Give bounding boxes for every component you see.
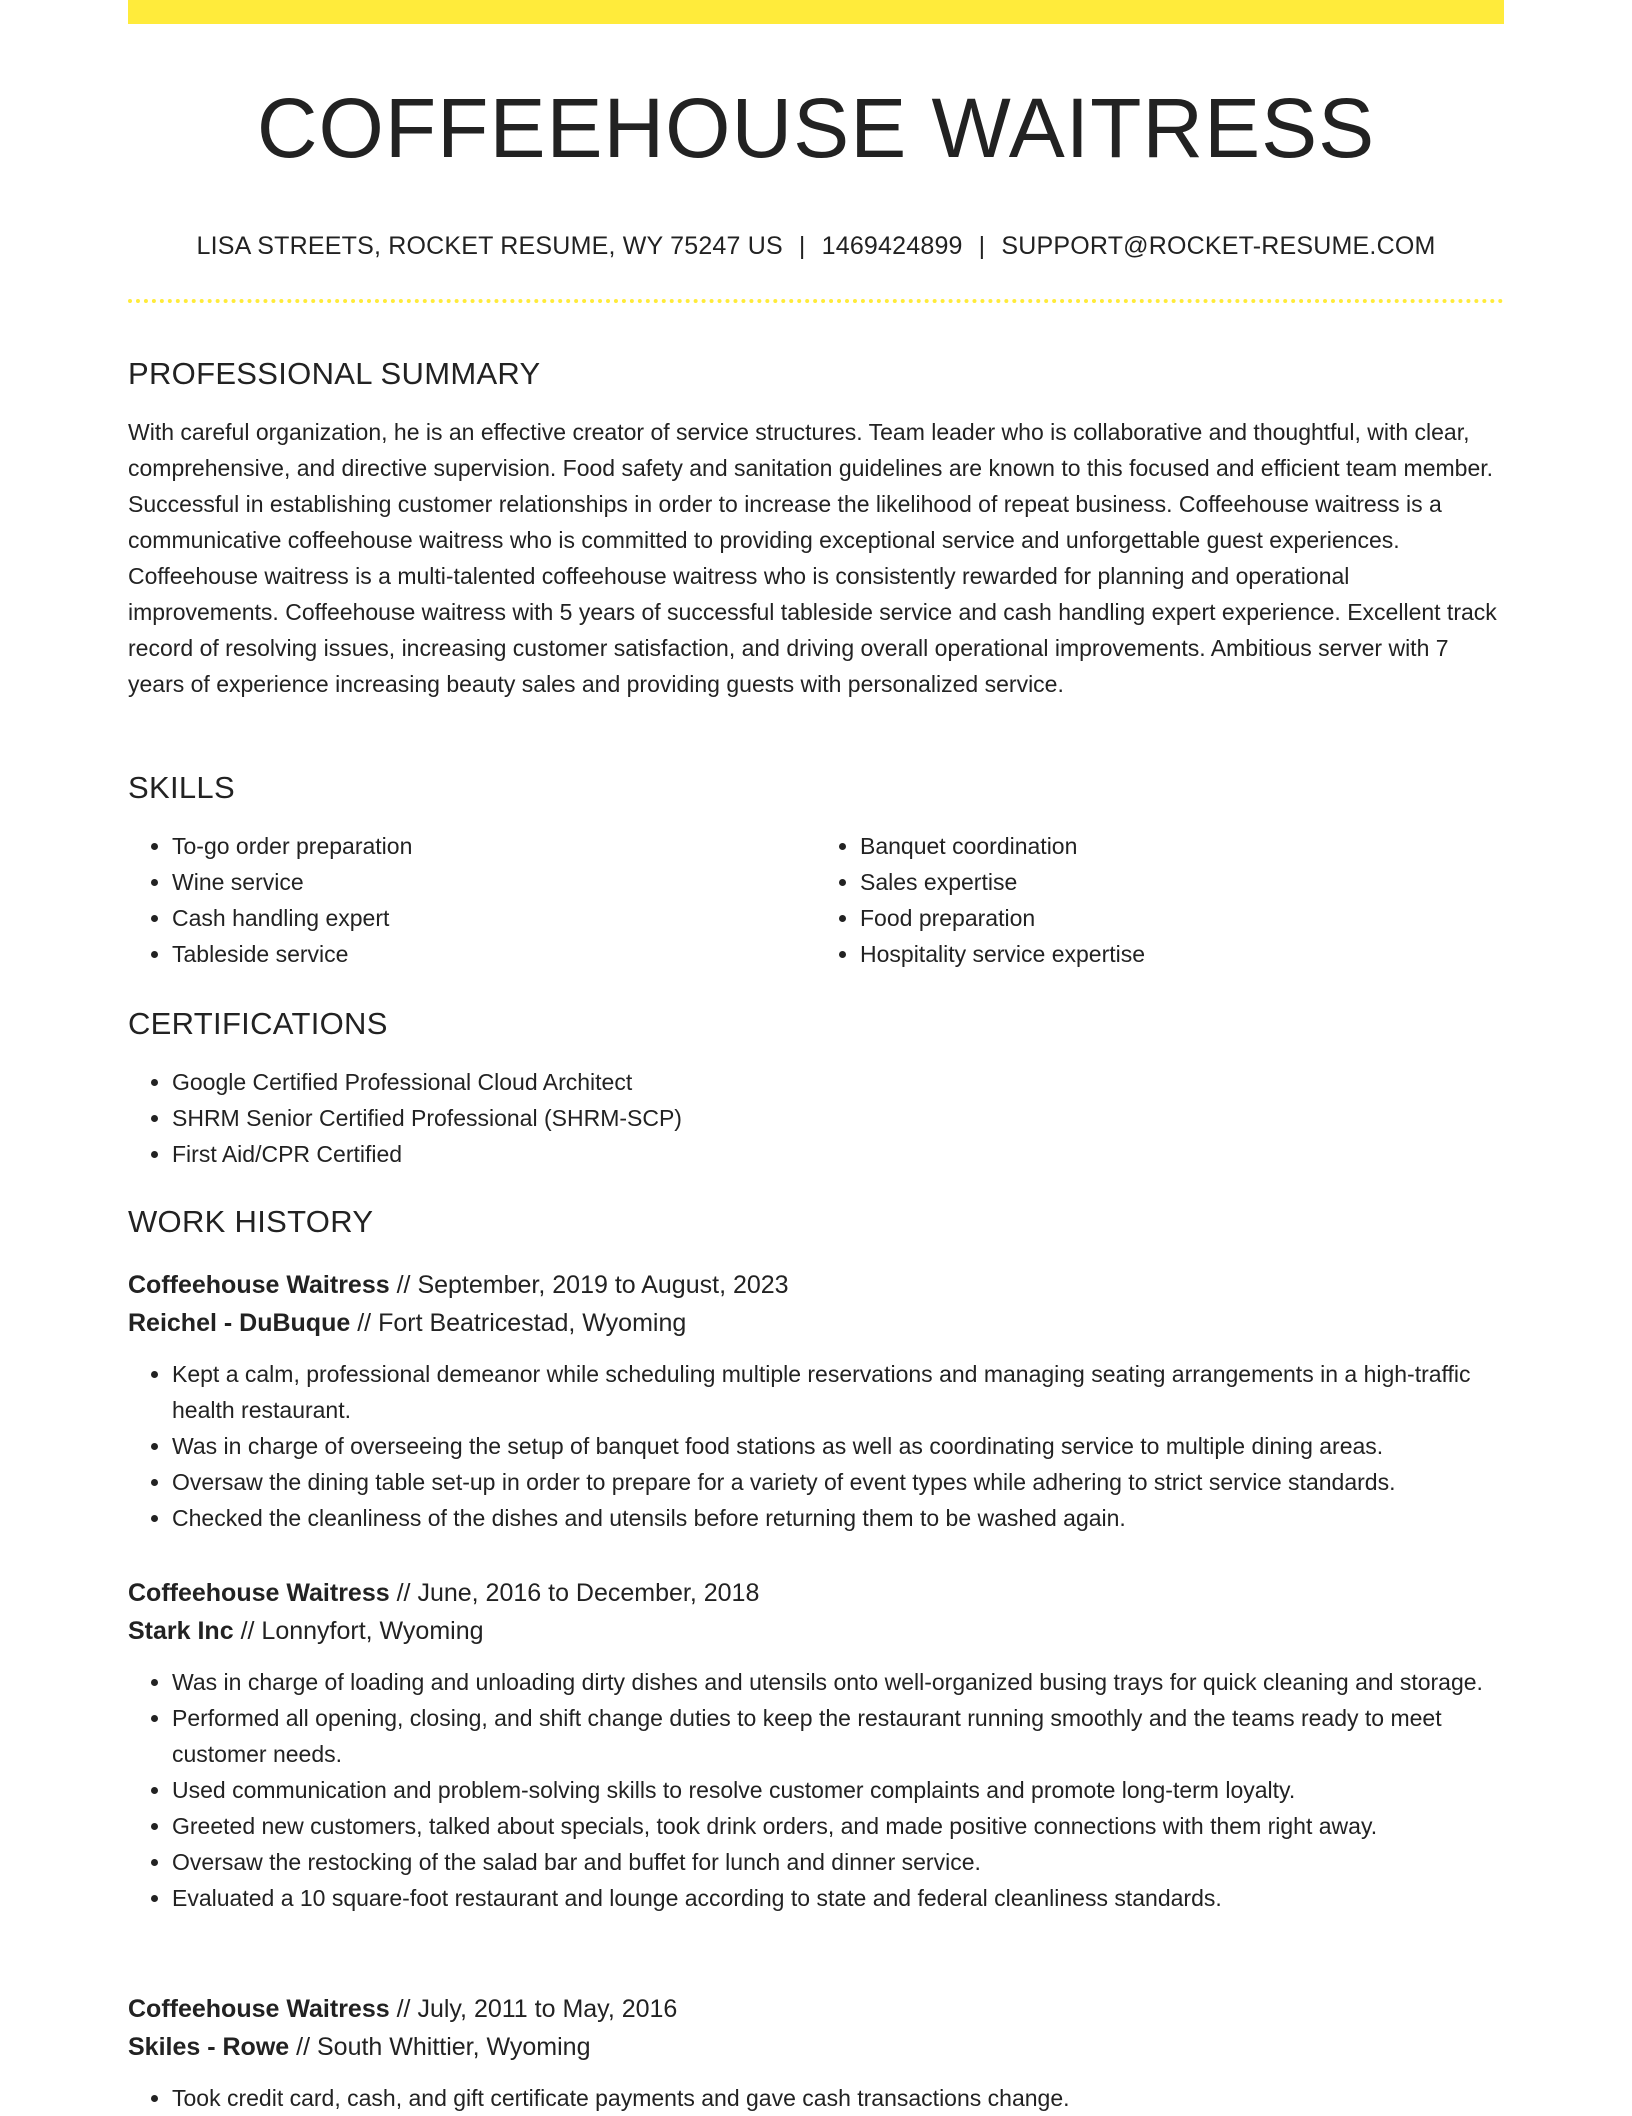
top-accent-bar bbox=[128, 0, 1504, 24]
list-item: • Checked the cleanliness of the dishes and utensils before returning them to be washed again. bbox=[172, 1500, 1504, 1536]
list-item: • Oversaw the restocking of the salad bar and buffet for lunch and dinner service. bbox=[172, 1844, 1504, 1880]
job-divider: // bbox=[296, 2033, 311, 2061]
list-item: • SHRM Senior Certified Professional (SHRM-SCP) bbox=[172, 1100, 1504, 1136]
job-bullets bbox=[128, 1664, 1504, 1916]
job-dates: September, 2019 to August, 2023 bbox=[417, 1271, 789, 1299]
job-dates: July, 2011 to May, 2016 bbox=[417, 1995, 678, 2023]
list-item: • Evaluated a 10 square-foot restaurant and lounge according to state and federal cleanliness standards. bbox=[172, 1880, 1504, 1916]
job-divider: // bbox=[396, 1271, 411, 1299]
skills-right-list bbox=[816, 828, 1504, 972]
job-bullets bbox=[128, 1356, 1504, 1536]
job-company: Stark Inc bbox=[128, 1617, 234, 1645]
contact-phone: 1469424899 bbox=[821, 232, 963, 260]
list-item: • Wine service bbox=[172, 864, 816, 900]
job-dates: June, 2016 to December, 2018 bbox=[417, 1579, 760, 1607]
summary-text: With careful organization, he is an effective creator of service structures. Team leader who is collaborative and thoughtful, with clear, comprehensive, and directive supervision. Food safety and sanitation guidelines are known to this focused and efficient team member. Successful in establishing customer relationships in order to increase the likelihood of repeat business. Coffeehouse waitress is a communicative coffeehouse waitress who is committed to providing exceptional service and unforgettable guest experiences. Coffeehouse waitress is a multi-talented coffeehouse waitress who is consistently rewarded for planning and operational improvements. Coffeehouse waitress with 5 years of successful tableside service and cash handling expert experience. Excellent track record of resolving issues, increasing customer satisfaction, and driving overall operational improvements. Ambitious server with 7 years of experience increasing beauty sales and providing guests with personalized service. bbox=[128, 419, 1497, 697]
summary-section bbox=[128, 356, 1504, 702]
list-item: • To-go order preparation bbox=[172, 828, 816, 864]
job-company-line bbox=[128, 1304, 1504, 1342]
list-item: • Sales expertise bbox=[860, 864, 1504, 900]
list-item: • Oversaw the dining table set-up in order to prepare for a variety of event types while adhering to strict service standards. bbox=[172, 1464, 1504, 1500]
contact-email: SUPPORT@ROCKET-RESUME.COM bbox=[1001, 232, 1436, 260]
job-title-line bbox=[128, 1990, 1504, 2028]
list-item: • Kept a calm, professional demeanor while scheduling multiple reservations and managing seating arrangements in a high-traffic health restaurant. bbox=[172, 1356, 1504, 1428]
job-company: Reichel - DuBuque bbox=[128, 1309, 351, 1337]
job-title-line bbox=[128, 1266, 1504, 1304]
skills-columns bbox=[128, 828, 1504, 972]
skills-left-list bbox=[128, 828, 816, 972]
job-bullets bbox=[128, 2080, 1504, 2116]
job-location: Lonnyfort, Wyoming bbox=[261, 1617, 484, 1645]
job-company-line bbox=[128, 1612, 1504, 1650]
resume-page bbox=[128, 0, 1504, 2111]
certifications-list bbox=[128, 1064, 1504, 1172]
list-item: • First Aid/CPR Certified bbox=[172, 1136, 1504, 1172]
job-title: Coffeehouse Waitress bbox=[128, 1271, 390, 1299]
job-location: Fort Beatricestad, Wyoming bbox=[378, 1309, 687, 1337]
list-item: • Used communication and problem-solving skills to resolve customer complaints and promote long-term loyalty. bbox=[172, 1772, 1504, 1808]
list-item: • Google Certified Professional Cloud Architect bbox=[172, 1064, 1504, 1100]
skills-section bbox=[128, 770, 1504, 972]
job-entry bbox=[128, 1574, 1504, 1916]
job-title: Coffeehouse Waitress bbox=[128, 1995, 390, 2023]
resume-name: COFFEEHOUSE WAITRESS bbox=[256, 81, 1376, 175]
skills-heading: SKILLS bbox=[128, 770, 235, 805]
list-item: • Greeted new customers, talked about specials, took drink orders, and made positive connections with them right away. bbox=[172, 1808, 1504, 1844]
job-divider: // bbox=[396, 1995, 411, 2023]
contact-address: LISA STREETS, ROCKET RESUME, WY 75247 US bbox=[196, 232, 783, 260]
list-item: • Was in charge of loading and unloading dirty dishes and utensils onto well-organized busing trays for quick cleaning and storage. bbox=[172, 1664, 1504, 1700]
list-item: • Took credit card, cash, and gift certificate payments and gave cash transactions change. bbox=[172, 2080, 1504, 2116]
list-item: • Banquet coordination bbox=[860, 828, 1504, 864]
list-item: • Food preparation bbox=[860, 900, 1504, 936]
job-title: Coffeehouse Waitress bbox=[128, 1579, 390, 1607]
job-divider: // bbox=[240, 1617, 255, 1645]
list-item: • Cash handling expert bbox=[172, 900, 816, 936]
list-item: • Tableside service bbox=[172, 936, 816, 972]
contact-line bbox=[128, 232, 1504, 261]
contact-separator: | bbox=[798, 232, 806, 260]
summary-heading: PROFESSIONAL SUMMARY bbox=[128, 356, 541, 391]
contact-separator: | bbox=[978, 232, 986, 260]
job-company: Skiles - Rowe bbox=[128, 2033, 290, 2061]
work-section bbox=[128, 1204, 1504, 1240]
certifications-heading: CERTIFICATIONS bbox=[128, 1006, 388, 1041]
job-title-line bbox=[128, 1574, 1504, 1612]
job-company-line bbox=[128, 2028, 1504, 2066]
list-item: • Was in charge of overseeing the setup of banquet food stations as well as coordinating service to multiple dining areas. bbox=[172, 1428, 1504, 1464]
job-location: South Whittier, Wyoming bbox=[316, 2033, 591, 2061]
list-item: • Performed all opening, closing, and shift change duties to keep the restaurant running smoothly and the teams ready to meet customer needs. bbox=[172, 1700, 1504, 1772]
work-heading: WORK HISTORY bbox=[128, 1204, 374, 1239]
job-divider: // bbox=[396, 1579, 411, 1607]
job-entry bbox=[128, 1266, 1504, 1536]
job-divider: // bbox=[357, 1309, 372, 1337]
job-entry bbox=[128, 1990, 1504, 2116]
certifications-section bbox=[128, 1006, 1504, 1172]
header-divider bbox=[128, 299, 1504, 303]
list-item: • Hospitality service expertise bbox=[860, 936, 1504, 972]
